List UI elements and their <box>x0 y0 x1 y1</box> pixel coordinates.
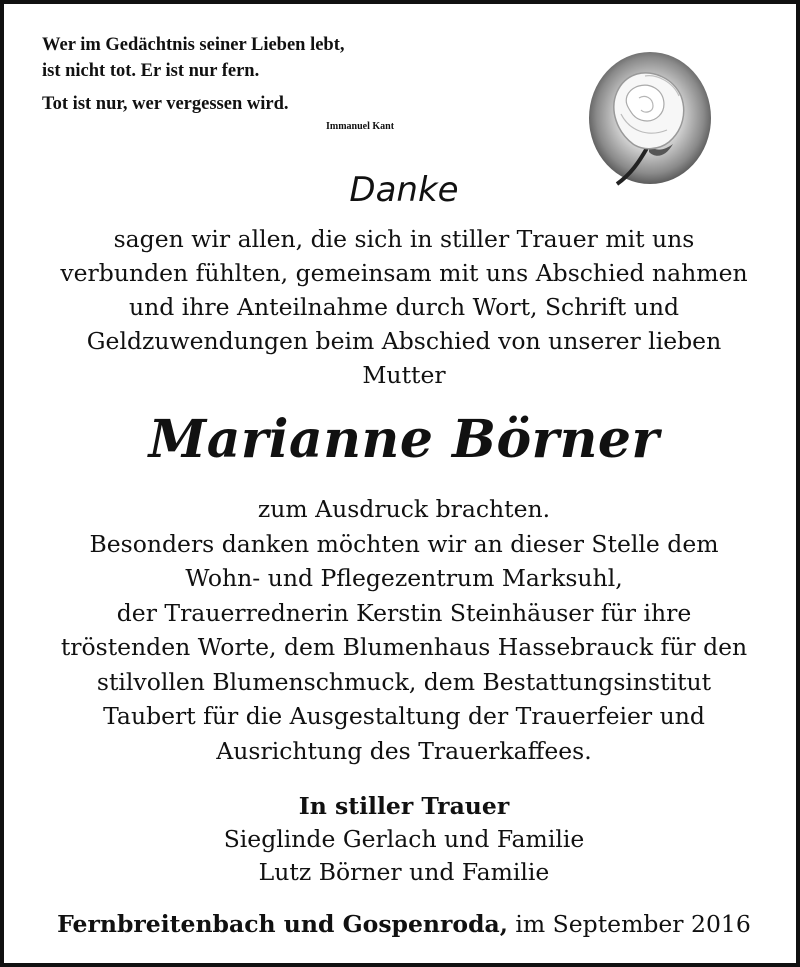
body-line-8: Ausrichtung des Trauerkaffees. <box>216 736 592 765</box>
signature-family-1: Sieglinde Gerlach und Familie <box>223 825 585 853</box>
deceased-name: Marianne Börner <box>148 409 660 470</box>
rose-icon <box>587 52 713 188</box>
thanks-paragraph <box>4 222 800 392</box>
thanks-line-3: und ihre Anteilnahme durch Wort, Schrift und <box>128 293 680 321</box>
body-line-1: zum Ausdruck brachten. <box>257 495 551 523</box>
body-paragraph <box>4 492 800 768</box>
place-date-line <box>4 907 800 941</box>
quote-author: Immanuel Kant <box>326 121 395 132</box>
quote-line-2: ist nicht tot. Er ist nur fern. <box>42 61 260 81</box>
signature-block <box>4 790 800 889</box>
quote-line-1: Wer im Gedächtnis seiner Lieben lebt, <box>42 35 345 55</box>
thanks-line-2: verbunden fühlten, gemeinsam mit uns Abschied nahmen <box>60 259 748 287</box>
thanks-line-1: sagen wir allen, die sich in stiller Trauer mit uns <box>113 225 695 253</box>
thanks-line-4: Geldzuwendungen beim Abschied von unserer lieben <box>86 327 722 355</box>
date-text: im September 2016 <box>515 910 751 938</box>
epigraph-quote <box>42 32 345 117</box>
signature-family-2: Lutz Börner und Familie <box>258 858 550 886</box>
body-line-3: Wohn- und Pflegezentrum Marksuhl, <box>185 564 623 592</box>
quote-line-3: Tot ist nur, wer vergessen wird. <box>42 94 289 114</box>
thanks-heading: Danke <box>349 170 459 210</box>
place-names: Fernbreitenbach und Gospenroda, <box>57 910 508 938</box>
body-line-2: Besonders danken möchten wir an dieser Stelle dem <box>89 529 719 558</box>
body-line-4: der Trauerrednerin Kerstin Steinhäuser für ihre <box>116 598 692 627</box>
body-line-6: stilvollen Blumenschmuck, dem Bestattungsinstitut <box>96 667 712 696</box>
signature-heading: In stiller Trauer <box>298 792 510 820</box>
body-line-7: Taubert für die Ausgestaltung der Trauerfeier und <box>103 702 705 730</box>
body-line-5: tröstenden Worte, dem Blumenhaus Hassebrauck für den <box>60 633 748 661</box>
thanks-line-5: Mutter <box>362 361 446 389</box>
